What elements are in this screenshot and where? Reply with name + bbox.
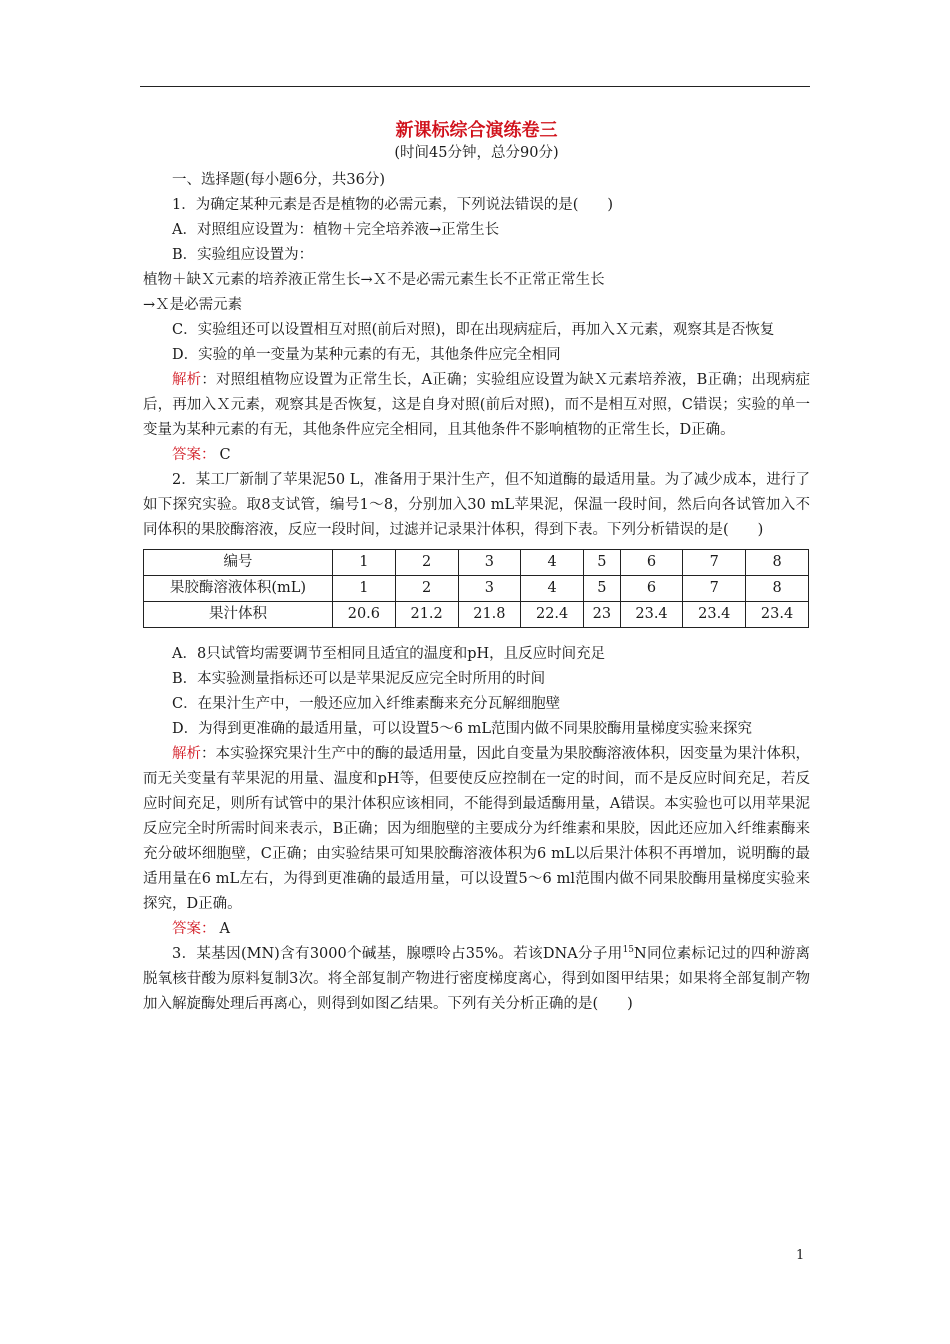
q1-analysis	[143, 368, 810, 443]
q2-analysis	[143, 742, 810, 917]
table-cell: 6	[620, 576, 683, 602]
table-cell: 23	[584, 602, 621, 628]
table-cell: 2	[395, 576, 458, 602]
q2-option-c: C．在果汁生产中，一般还应加入纤维素酶来充分瓦解细胞壁	[172, 696, 561, 712]
table-cell: 1	[333, 550, 396, 576]
table-cell: 23.4	[683, 602, 746, 628]
q1-option-a: A．对照组应设置为：植物＋完全培养液→正常生长	[172, 222, 500, 238]
table-row-label: 编号	[144, 550, 333, 576]
q1-option-c: C．实验组还可以设置相互对照(前后对照)，即在出现病症后，再加入Ｘ元素，观察其是否恢复	[172, 322, 775, 338]
page-number: 1	[796, 1248, 805, 1263]
q1-answer-value: C	[219, 447, 231, 463]
q1-answer-label: 答案：	[172, 447, 216, 463]
table-cell: 22.4	[521, 602, 584, 628]
q2-option-d: D．为得到更准确的最适用量，可以设置5～6 mL范围内做不同果胶酶用量梯度实验来探究	[172, 721, 753, 737]
table-row	[144, 550, 809, 576]
table-cell: 21.8	[458, 602, 521, 628]
table-cell: 8	[746, 576, 809, 602]
q1-analysis-text: ：对照组植物应设置为正常生长，A正确；实验组应设置为缺Ｘ元素培养液，B正确；出现病症后，再加入Ｘ元素，观察其是否恢复，这是自身对照(前后对照)，而不是相互对照，C错误；实验的单一变量为某种元素的有无，其他条件应完全相同，且其他条件不影响植物的正常生长，D正确。	[143, 372, 811, 438]
section-heading: 一、选择题(每小题6分，共36分)	[172, 172, 385, 188]
table-cell: 2	[395, 550, 458, 576]
table-cell: 7	[683, 550, 746, 576]
table-cell: 23.4	[620, 602, 683, 628]
table-cell: 23.4	[746, 602, 809, 628]
table-cell: 5	[584, 576, 621, 602]
q1-option-b-line2: 植物＋缺Ｘ元素的培养液正常生长→Ｘ不是必需元素生长不正常正常生长	[143, 272, 605, 288]
q2-stem: 2．某工厂新制了苹果泥50 L，准备用于果汁生产，但不知道酶的最适用量。为了减少成本，进行了如下探究实验。取8支试管，编号1～8，分别加入30 mL苹果泥，保温一段时间，然后向各试管加入不同体积的果胶酶溶液，反应一段时间，过滤并记录果汁体积，得到下表。下列分析错误的是( )	[143, 472, 810, 538]
table-row-label: 果胶酶溶液体积(mL)	[144, 576, 333, 602]
q1-analysis-label: 解析	[172, 372, 202, 388]
q2-analysis-label: 解析	[172, 746, 201, 762]
q2-answer	[143, 917, 810, 942]
table-row	[144, 576, 809, 602]
q1-answer	[143, 443, 810, 468]
page-title: 新课标综合演练卷三	[395, 120, 558, 141]
table-cell: 4	[521, 576, 584, 602]
page-subtitle: (时间45分钟，总分90分)	[394, 145, 559, 161]
table-row-label: 果汁体积	[144, 602, 333, 628]
q1-option-b-line3: →Ｘ是必需元素	[143, 297, 243, 313]
q2-data-table	[143, 549, 809, 628]
table-cell: 7	[683, 576, 746, 602]
table-cell: 1	[333, 576, 396, 602]
q3-stem-part2: N同位素标记过的四种游离脱氧核苷酸为原料复制3次。将全部复制产物进行密度梯度离心，得到如图甲结果；如果将全部复制产物加入解旋酶处理后再离心，则得到如图乙结果。下列有关分析正确的是( )	[143, 946, 810, 1012]
isotope-superscript: 15	[622, 945, 635, 956]
table-cell: 3	[458, 576, 521, 602]
q2-answer-value: A	[219, 921, 230, 937]
table-cell: 20.6	[333, 602, 396, 628]
q2-analysis-text: ：本实验探究果汁生产中的酶的最适用量，因此自变量为果胶酶溶液体积，因变量为果汁体积，而无关变量有苹果泥的用量、温度和pH等，但要使反应控制在一定的时间，而不是反应时间充足，若反应时间充足，则所有试管中的果汁体积应该相同，不能得到最适酶用量，A错误。本实验也可以用苹果泥反应完全时所需时间来表示，B正确；因为细胞壁的主要成分为纤维素和果胶，因此还应加入纤维素酶来充分破坏细胞壁，C正确；由实验结果可知果胶酶溶液体积为6 mL以后果汁体积不再增加，说明酶的最适用量在6 mL左右，为得到更准确的最适用量，可以设置5～6 ml范围内做不同果胶酶用量梯度实验来探究，D正确。	[143, 746, 810, 912]
q3-stem-part1: 3．某基因(MN)含有3000个碱基，腺嘌呤占35%。若该DNA分子用	[172, 946, 623, 962]
q2-option-a: A．8只试管均需要调节至相同且适宜的温度和pH，且反应时间充足	[172, 646, 606, 662]
document-body	[143, 118, 810, 1017]
table-cell: 21.2	[395, 602, 458, 628]
table-cell: 3	[458, 550, 521, 576]
q1-option-d: D．实验的单一变量为某种元素的有无，其他条件应完全相同	[172, 347, 561, 363]
table-row	[144, 602, 809, 628]
q3-stem	[143, 942, 810, 1017]
header-rule	[140, 86, 810, 87]
q2-option-b: B．本实验测量指标还可以是苹果泥反应完全时所用的时间	[172, 671, 546, 687]
q2-answer-label: 答案：	[172, 921, 216, 937]
q1-stem: 1．为确定某种元素是否是植物的必需元素，下列说法错误的是( )	[172, 197, 614, 213]
table-cell: 6	[620, 550, 683, 576]
table-cell: 4	[521, 550, 584, 576]
table-cell: 8	[746, 550, 809, 576]
table-cell: 5	[584, 550, 621, 576]
q1-option-b: B．实验组应设置为：	[172, 247, 314, 263]
